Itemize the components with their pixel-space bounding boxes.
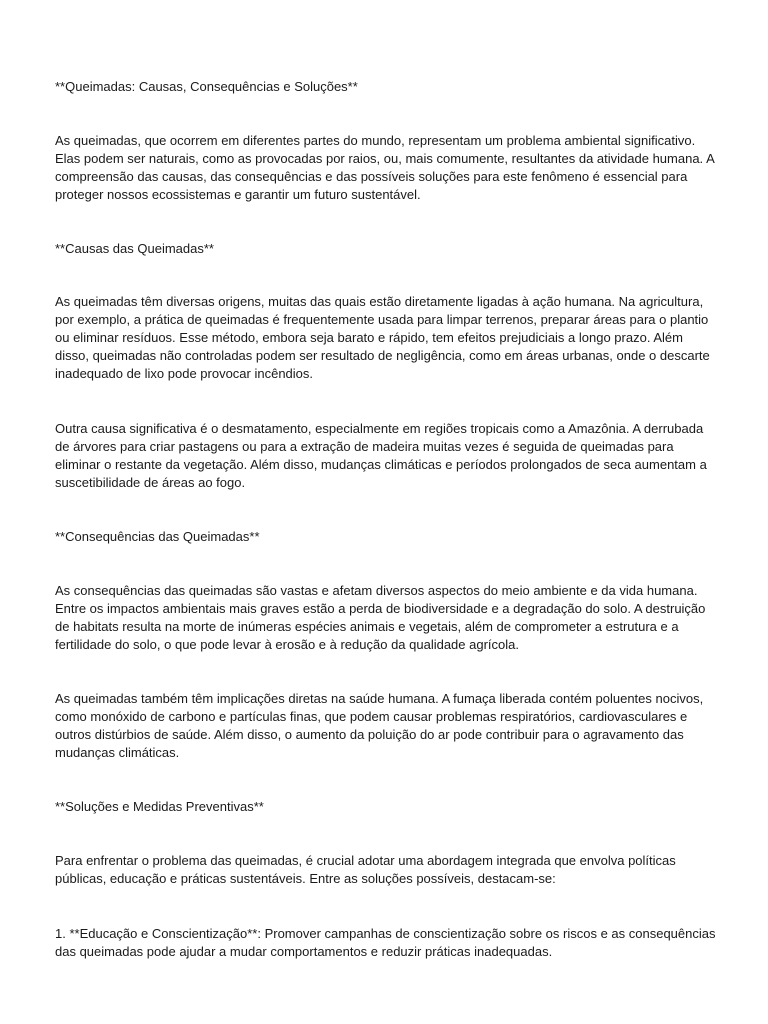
solucoes-list-item-1: 1. **Educação e Conscientização**: Promover campanhas de conscientização sobre os riscos e as consequências das queimadas pode ajudar a mudar comportamentos e reduzir práticas inadequadas. [55, 926, 716, 959]
causas-paragraph-1: As queimadas têm diversas origens, muitas das quais estão diretamente ligadas à ação humana. Na agricultura, por exemplo, a prática de queimadas é frequentemente usada para limpar terrenos, preparar áreas para o plantio ou eliminar resíduos. Esse método, embora seja barato e rápido, tem efeitos prejudiciais a longo prazo. Além disso, queimadas não controladas podem ser resultado de negligência, como em áreas urbanas, onde o descarte inadequado de lixo pode provocar incêndios. [55, 294, 710, 381]
causas-paragraph-2: Outra causa significativa é o desmatamento, especialmente em regiões tropicais como a Amazônia. A derrubada de árvores para criar pastagens ou para a extração de madeira muitas vezes é seguida de queimadas para eliminar o restante da vegetação. Além disso, mudanças climáticas e períodos prolongados de seca aumentam a suscetibilidade de áreas ao fogo. [55, 421, 707, 490]
solucoes-paragraph-1: Para enfrentar o problema das queimadas, é crucial adotar uma abordagem integrada que envolva políticas públicas, educação e práticas sustentáveis. Entre as soluções possíveis, destacam-se: [55, 853, 676, 886]
document-title: **Queimadas: Causas, Consequências e Soluções** [55, 79, 358, 94]
consequencias-paragraph-2: As queimadas também têm implicações diretas na saúde humana. A fumaça liberada contém poluentes nocivos, como monóxido de carbono e partículas finas, que podem causar problemas respiratórios, cardiovasculares e outros distúrbios de saúde. Além disso, o aumento da poluição do ar pode contribuir para o agravamento das mudanças climáticas. [55, 691, 704, 760]
section-heading-consequencias: **Consequências das Queimadas** [55, 529, 260, 544]
intro-paragraph: As queimadas, que ocorrem em diferentes partes do mundo, representam um problema ambiental significativo. Elas podem ser naturais, como as provocadas por raios, ou, mais comumente, resultantes da atividade humana. A compreensão das causas, das consequências e das possíveis soluções para este fenômeno é essencial para proteger nossos ecossistemas e garantir um futuro sustentável. [55, 133, 715, 202]
section-heading-solucoes: **Soluções e Medidas Preventivas** [55, 799, 264, 814]
consequencias-paragraph-1: As consequências das queimadas são vastas e afetam diversos aspectos do meio ambiente e da vida humana. Entre os impactos ambientais mais graves estão a perda de biodiversidade e a degradação do solo. A destruição de habitats resulta na morte de inúmeras espécies animais e vegetais, além de comprometer a estrutura e a fertilidade do solo, o que pode levar à erosão e à redução da qualidade agrícola. [55, 583, 706, 652]
section-heading-causas: **Causas das Queimadas** [55, 241, 214, 256]
